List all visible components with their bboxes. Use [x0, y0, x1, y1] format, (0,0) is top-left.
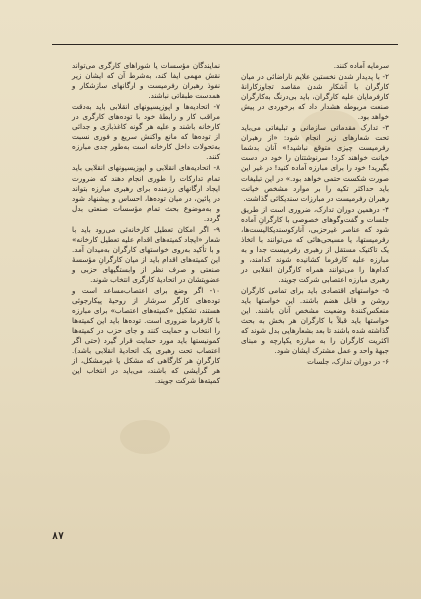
paragraph: ۷- اتحادیه‌ها و اپوزیسیونهای انقلابی باید به‌دقت مراقب کار و رابطهٔ خود با توده‌های کارگری در کارخانه باشند و علیه هر گونه کاغذبازی و جدائی از توده‌ها که مانع واکنش سریع و فوری نسبت به‌تحولات داخل کارخانه است به‌طور جدی مبارزه کنند.	[72, 102, 220, 162]
page-number: ۸۷	[52, 531, 65, 542]
paragraph: ۸- اتحادیه‌های انقلابی و اپوزیسیونهای انقلابی باید تمام تدارکات را طوری انجام دهند که ضرورت ایجاد ارگانهای رزمنده برای رهبری مبارزه بتواند در پائین، در میان توده‌ها، احساس و پیشنهاد شود و به‌موضوع بحث تمام مؤسسات صنعتی بدل گردد.	[72, 163, 220, 223]
text-column-left	[72, 61, 220, 388]
paragraph: ۶- در دوران تدارک، جلسات	[307, 357, 389, 367]
paragraph: ۳- تدارک مقدماتی سازمانی و تبلیغاتی می‌باید تحت شعارهای زیر انجام شود: «از رهبران رفرمیست چیزی متوقع نباشید!» آنان بدشما خیانت خواهند کرد! سرنوشتتان را خود در دست بگیرید! خود را برای مبارزه آماده کنید! در غیر این صورت شکست حتمی خواهد بود.» در این تبلیغات باید حداکثر تکیه را بر موارد مشخص خیانت رهبران رفرمیست در مبارزات سندیکائی گذاشت.	[241, 123, 389, 203]
paragraph: ۴- درهمین دوران تدارک، ضروری است از طریق جلسات و گفت‌وگوهای خصوصی با کارگرانِ آماده شود که عناصر غیرحزبی، آنارکوسندیکالیست‌ها، رفرمیستها، یا مسیحی‌هائی که می‌توانند با اتخاذ یک تاکتیک مستقل از رهبری رفرمیست جدا و به مبارزه علیه کارفرما کشانیده شوند کدامند، و کدام‌ها را می‌توانند همراه کارگران انقلابی در رهبری مبارزه اعتصابی شرکت جویند.	[241, 204, 389, 284]
paragraph: سرمایه آماده کنند.	[333, 61, 389, 70]
paragraph: نمایندگان مؤسسات یا شوراهای کارگری می‌تواند نقش مهمی ایفا کند، به‌شرط آن که ایشان زیر نفوذ رهبران رفرمیست و ارگانهای سازشکار و همدست طبقاتی نباشند.	[72, 61, 220, 101]
paragraph: ۵- خواستهای اقتصادی باید برای تمامی کارگران روشن و قابل هضم باشند. این خواستها باید منعکس‌کنندهٔ وضعیت مشخص آنان باشند. این خواستها باید قبلاً با کارگران هر بخش به بحث گذاشته شده باشند تا بعد بشعارهایی بدل شوند که اکثریت کارگران را به مبارزه یکپارچه و مبنای جبههٔ واحد و عمل مشترک ایشان شود.	[241, 286, 389, 356]
paragraph: ۱۰- اگر وضع برای اعتصاب‌مساعد است و توده‌های کارگر سرشار از روحیهٔ پیکارجوئی هستند، تشکیل «کمیته‌های اعتصاب» برای مبارزه با کارفرما ضروری است. توده‌ها باید این کمیته‌ها را انتخاب و حمایت کنند و جای حزب در کمیته‌ها کمونیستها باید مورد حمایت قرار گیرد (حتی اگر اعتصاب تحت رهبری یک اتحادیهٔ انقلابی باشد). کارگرانِ هر کارگاهی که مشکل یا غیرمشکل، از هر گرایشی که باشند، می‌باید در انتخاب این کمیته‌ها شرکت جویند.	[72, 286, 220, 386]
paragraph: ۹- اگر امکان تعطیل کارخانه‌ئی می‌رود باید با شعار «ایجاد کمیته‌های اقدام علیه تعطیل کارخانه» و با تأکید به‌روی خواستهای کارگران به‌میدان آمد. این کمیته‌های اقدام باید از میان کارگرانِ مؤسسهٔ صنعتی و صرف نظر از وابستگیهای حزبی و عضویتشان در اتحادیهٔ کارگری انتخاب شوند.	[72, 224, 220, 284]
text-column-right	[241, 61, 389, 368]
paragraph: ۲- با پدیدار شدن نخستین علایم ناراضائی در میان کارگران با آشکار شدن مقاصد تجاوزکارانهٔ کارفرمایان علیه کارگران، باید بی‌درنگ به‌کارگران صنعت مربوطه هشدار داد که برخوردی در پیش خواهد بود.	[241, 72, 389, 122]
header-rule	[52, 44, 398, 45]
paper-stain	[120, 420, 170, 454]
